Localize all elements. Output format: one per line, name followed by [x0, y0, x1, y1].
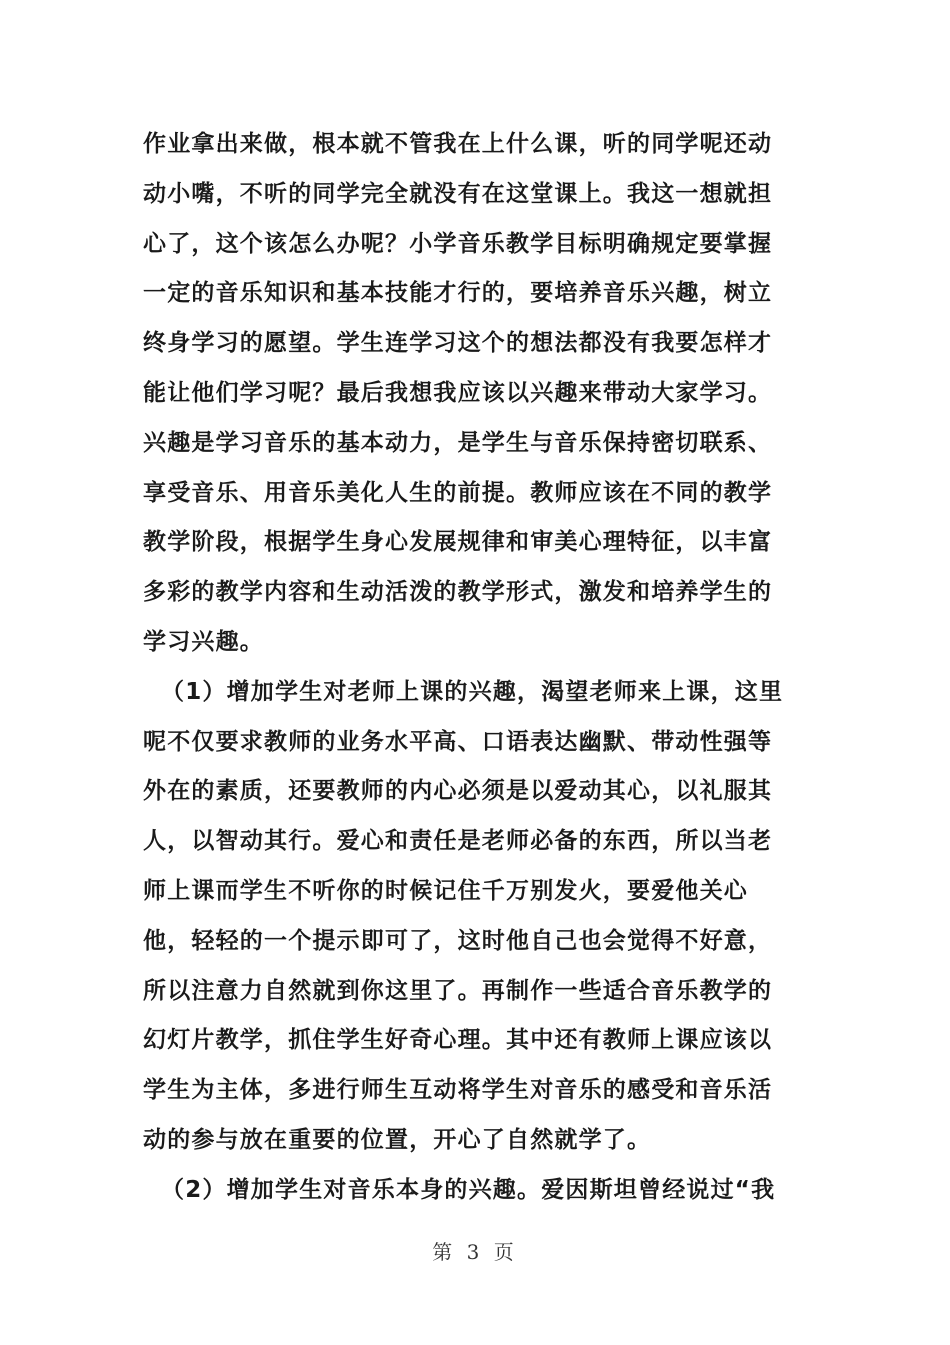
body-text [143, 120, 813, 1216]
text-line: 师上课而学生不听你的时候记住千万别发火，要爱他关心 [143, 877, 748, 904]
paragraph-first-line: （1）增加学生对老师上课的兴趣，渴望老师来上课，这里 [161, 678, 784, 705]
text-line: 作业拿出来做，根本就不管我在上什么课，听的同学呢还动 [143, 131, 773, 157]
text-line: 外在的素质，还要教师的内心必须是以爱动其心，以礼服其 [143, 778, 773, 805]
text-line: 他，轻轻的一个提示即可了，这时他自己也会觉得不好意， [143, 927, 773, 954]
text-line: 呢不仅要求教师的业务水平高、口语表达幽默、带动性强等 [143, 728, 773, 755]
text-line: 教学阶段，根据学生身心发展规律和审美心理特征，以丰富 [143, 529, 773, 556]
text-line: 多彩的教学内容和生动活泼的教学形式，激发和培养学生的 [143, 579, 773, 606]
text-line: 学生为主体，多进行师生互动将学生对音乐的感受和音乐活 [143, 1077, 773, 1104]
text-line: 人，以智动其行。爱心和责任是老师必备的东西，所以当老 [143, 828, 773, 855]
paragraph-first-line: （2）增加学生对音乐本身的兴趣。爱因斯坦曾经说过“我 [161, 1176, 776, 1203]
text-line: 学习兴趣。 [143, 628, 264, 655]
text-line: 享受音乐、用音乐美化人生的前提。教师应该在不同的教学 [143, 479, 773, 506]
text-line: 终身学习的愿望。学生连学习这个的想法都没有我要怎样才 [143, 330, 773, 357]
text-line: 兴趣是学习音乐的基本动力，是学生与音乐保持密切联系、 [143, 429, 773, 456]
text-line: 所以注意力自然就到你这里了。再制作一些适合音乐教学的 [143, 977, 773, 1004]
text-line: 幻灯片教学，抓住学生好奇心理。其中还有教师上课应该以 [143, 1027, 773, 1054]
text-line: 能让他们学习呢？最后我想我应该以兴趣来带动大家学习。 [143, 379, 773, 406]
text-line: 心了，这个该怎么办呢？小学音乐教学目标明确规定要掌握 [143, 230, 773, 257]
page-number: 第 3 页 [432, 1240, 518, 1264]
text-line: 动小嘴，不听的同学完全就没有在这堂课上。我这一想就担 [143, 180, 773, 207]
text-line: 一定的音乐知识和基本技能才行的，要培养音乐兴趣，树立 [143, 280, 773, 307]
text-line: 动的参与放在重要的位置，开心了自然就学了。 [143, 1126, 652, 1153]
